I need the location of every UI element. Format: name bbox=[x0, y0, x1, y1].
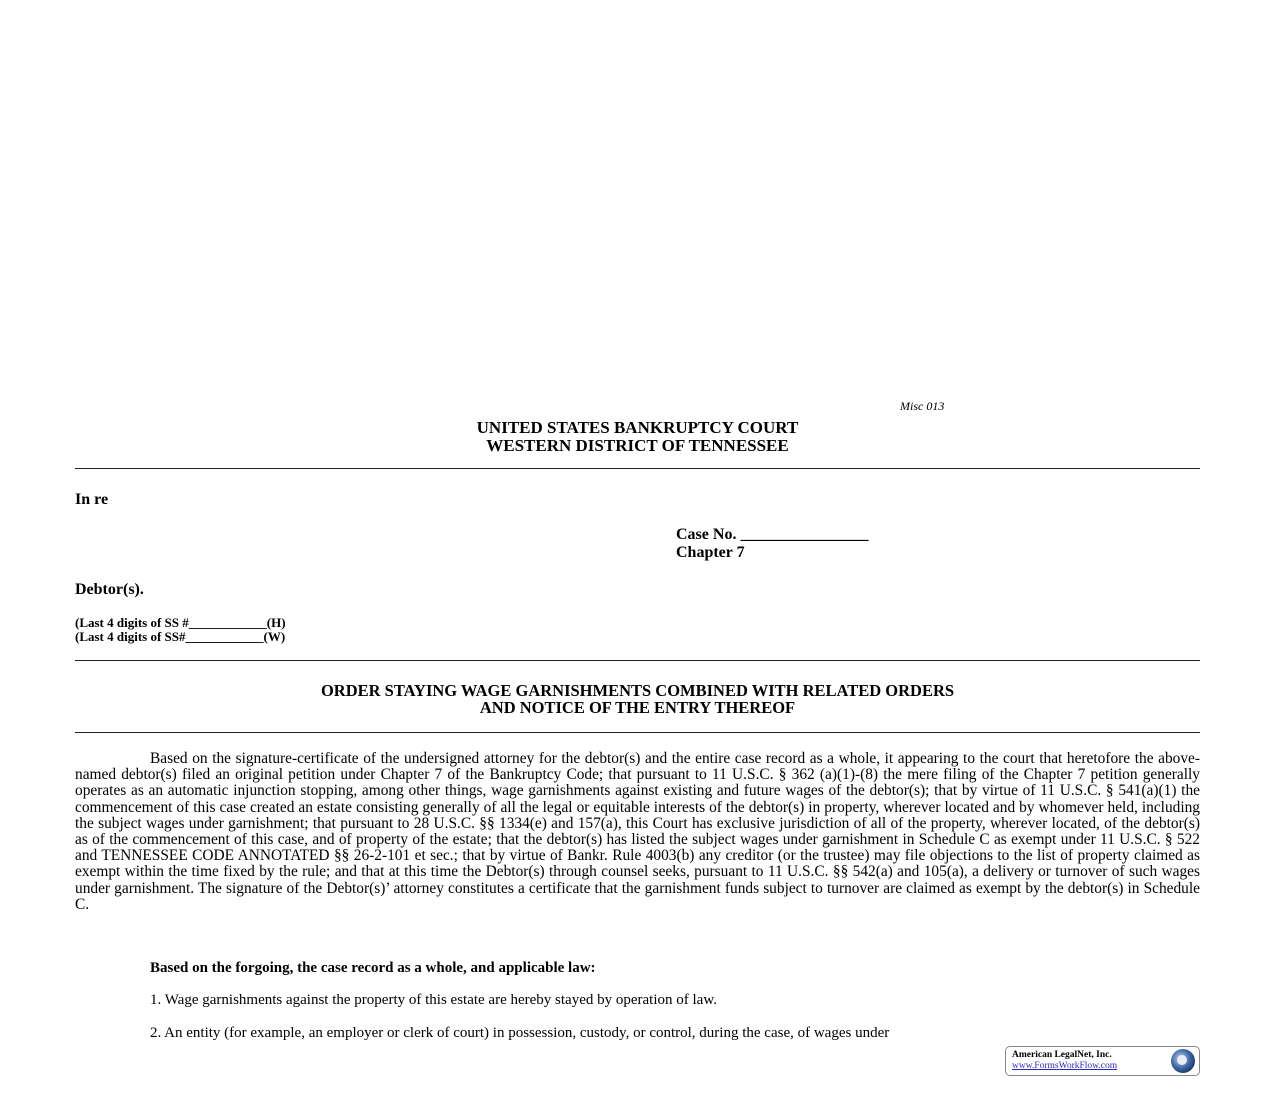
divider bbox=[75, 468, 1200, 469]
debtor-label: Debtor(s). bbox=[75, 581, 144, 598]
document-title: ORDER STAYING WAGE GARNISHMENTS COMBINED WITH RELATED ORDERS bbox=[320, 681, 955, 700]
court-district: WESTERN DISTRICT OF TENNESSEE bbox=[486, 436, 789, 455]
order-lead-in: Based on the forgoing, the case record as a whole, and applicable law: bbox=[150, 960, 596, 976]
ssn-husband-field[interactable]: (Last 4 digits of SS #____________(H) bbox=[75, 615, 286, 630]
order-item-1: 1. Wage garnishments against the property of this estate are hereby stayed by operation of law. bbox=[150, 992, 717, 1008]
divider bbox=[75, 660, 1200, 661]
case-info bbox=[676, 526, 868, 562]
divider bbox=[75, 732, 1200, 733]
in-re-label: In re bbox=[75, 491, 109, 508]
ssn-block bbox=[75, 616, 286, 644]
document-subtitle: AND NOTICE OF THE ENTRY THEREOF bbox=[479, 698, 796, 717]
chapter-label: Chapter 7 bbox=[676, 544, 745, 561]
findings-paragraph: Based on the signature-certificate of the undersigned attorney for the debtor(s) and the entire case record as a whole, it appearing to the court that heretofore the above-named debtor(s) filed an original petition under Chapter 7 of the Bankruptcy Code; that pursuant to 11 U.S.C. § 362 (a)(1)-(8) the mere filing of the Chapter 7 petition generally operates as an automatic injunction stopping, among other things, wage garnishments against existing and future wages of the debtor(s); that by virtue of 11 U.S.C. § 541(a)(1) the commencement of this case created an estate consisting generally of all the legal or equitable interests of the debtor(s) in property, wherever located and by whomever held, including the subject wages under garnishment; that pursuant to 28 U.S.C. §§ 1334(e) and 157(a), this Court has exclusive jurisdiction of all of the property, wherever located, of the debtor(s) as of the commencement of this case, and of property of the estate; that the debtor(s) has listed the subject wages under garnishment in Schedule C as exempt under 11 U.S.C. § 522 and TENNESSEE CODE ANNOTATED §§ 26-2-101 et sec.; that by virtue of Bankr. Rule 4003(b) any creditor (or the trustee) may file objections to the list of property claimed as exempt within the time fixed by the rule; and that at this time the Debtor(s) through counsel seeks, pursuant to 11 U.S.C. §§ 542(a) and 105(a), a delivery or turnover of such wages under garnishment. The signature of the Debtor(s)’ attorney constitutes a certificate that the garnishment funds subject to turnover are claimed as exempt by the debtor(s) in Schedule C. bbox=[75, 750, 1200, 913]
form-code: Misc 013 bbox=[900, 399, 945, 413]
globe-icon bbox=[1171, 1049, 1195, 1073]
footer-logo[interactable] bbox=[1005, 1046, 1200, 1076]
case-number-field[interactable]: Case No. ________________ bbox=[676, 526, 869, 543]
ssn-wife-field[interactable]: (Last 4 digits of SS#____________(W) bbox=[75, 629, 286, 644]
court-name: UNITED STATES BANKRUPTCY COURT bbox=[476, 418, 799, 437]
order-item-2: 2. An entity (for example, an employer or clerk of court) in possession, custody, or control, during the case, of wages under bbox=[150, 1025, 890, 1041]
logo-company: American LegalNet, Inc. bbox=[1012, 1050, 1112, 1060]
logo-link[interactable]: www.FormsWorkFlow.com bbox=[1012, 1061, 1118, 1071]
